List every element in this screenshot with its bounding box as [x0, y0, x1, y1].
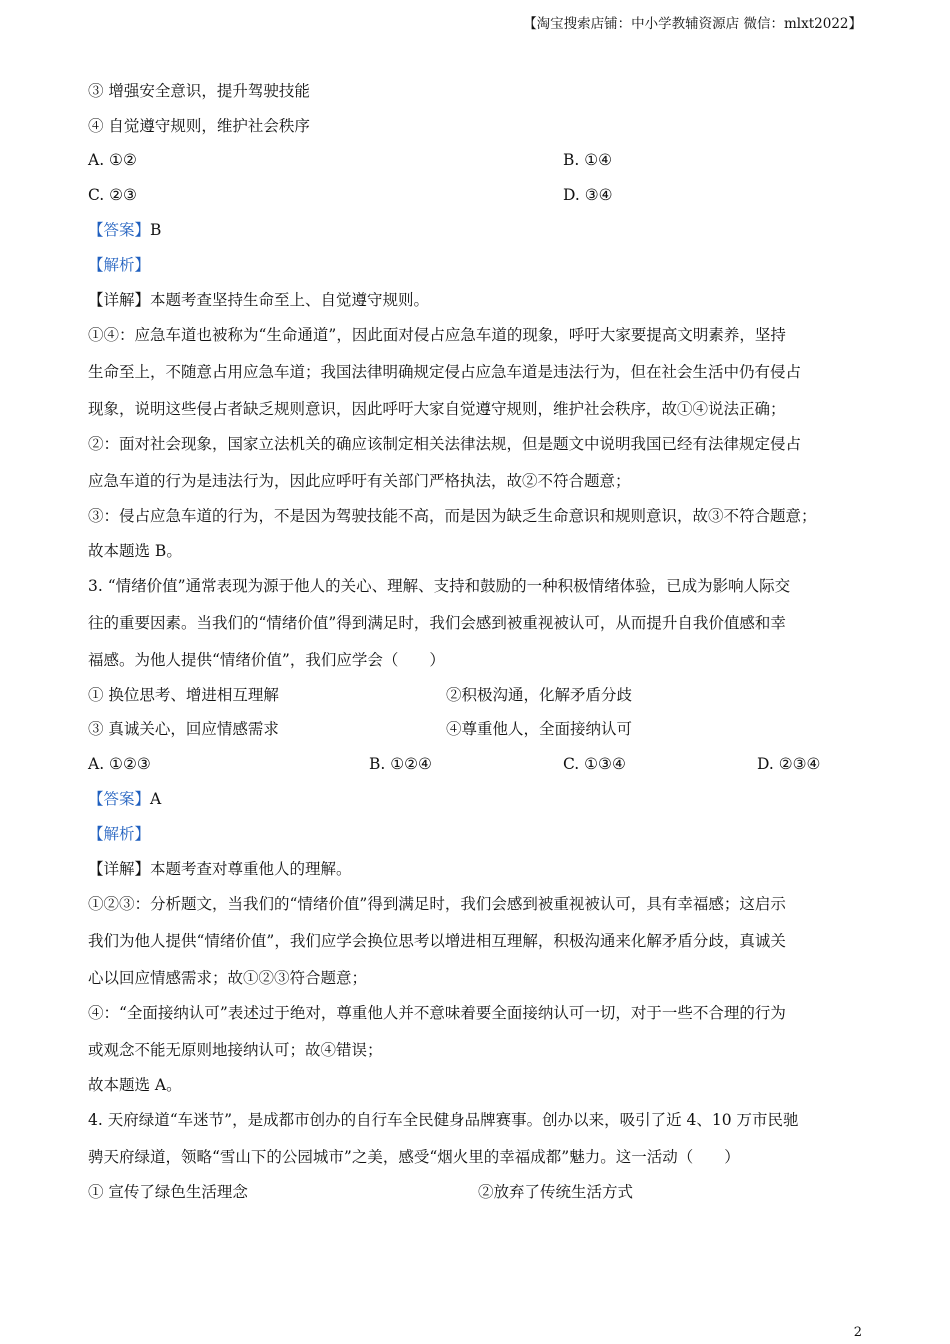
q3-conclusion: 故本题选 A。 — [88, 1076, 182, 1094]
answer-value: B — [150, 221, 162, 239]
q4-stem-line: 骋天府绿道，领略“雪山下的公园城市”之美，感受“烟火里的幸福成都”魅力。这一活动（ ） — [88, 1148, 740, 1166]
q2-choice-b: B. ①④ — [563, 151, 613, 169]
q2-conclusion: 故本题选 B。 — [88, 542, 182, 560]
q3-option-2: ②积极沟通，化解矛盾分歧 — [446, 686, 633, 704]
answer-label: 【答案】 — [88, 790, 151, 808]
q2-explanation-line: ③：侵占应急车道的行为，不是因为驾驶技能不高，而是因为缺乏生命意识和规则意识，故③不符合题意； — [88, 507, 817, 525]
q3-option-3: ③ 真诚关心，回应情感需求 — [88, 720, 279, 738]
answer-value: A — [150, 790, 162, 808]
q3-analysis-label: 【解析】 — [88, 825, 151, 843]
q3-options-row-1 — [88, 684, 788, 706]
q2-explanation-line: ①④：应急车道也被称为“生命通道”，因此面对侵占应急车道的现象，呼吁大家要提高文明素养，坚持 — [88, 326, 786, 344]
q2-explanation-line: 现象，说明这些侵占者缺乏规则意识，因此呼吁大家自觉遵守规则，维护社会秩序，故①④说法正确； — [88, 400, 786, 418]
q2-answer — [88, 219, 161, 241]
q4-option-1: ① 宣传了绿色生活理念 — [88, 1183, 248, 1201]
q2-detail: 【详解】本题考查坚持生命至上、自觉遵守规则。 — [88, 291, 430, 309]
q3-choice-d: D. ②③④ — [757, 755, 821, 773]
q3-option-1: ① 换位思考、增进相互理解 — [88, 686, 279, 704]
q2-analysis-label: 【解析】 — [88, 256, 151, 274]
q2-option-4: ④ 自觉遵守规则，维护社会秩序 — [88, 117, 310, 135]
q3-explanation-line: ①②③：分析题文，当我们的“情绪价值”得到满足时，我们会感到被重视被认可，具有幸福感；这启示 — [88, 895, 786, 913]
q3-explanation-line: 或观念不能无原则地接纳认可；故④错误； — [88, 1041, 383, 1059]
q2-choices-row-2 — [88, 184, 788, 206]
q2-explanation-line: 应急车道的行为是违法行为，因此应呼吁有关部门严格执法，故②不符合题意； — [88, 472, 631, 490]
q2-choices-row-1 — [88, 149, 788, 171]
q3-choice-a: A. ①②③ — [88, 755, 151, 773]
q3-choice-c: C. ①③④ — [563, 755, 626, 773]
q2-explanation-line: 生命至上，不随意占用应急车道；我国法律明确规定侵占应急车道是违法行为，但在社会生活中仍有侵占 — [88, 363, 802, 381]
q2-choice-a: A. ①② — [88, 151, 137, 169]
q3-detail: 【详解】本题考查对尊重他人的理解。 — [88, 860, 352, 878]
page-number: 2 — [853, 1325, 862, 1340]
q2-choice-c: C. ②③ — [88, 186, 137, 204]
q3-explanation-line: ④：“全面接纳认可”表述过于绝对，尊重他人并不意味着要全面接纳认可一切，对于一些不合理的行为 — [88, 1004, 786, 1022]
q2-explanation-line: ②：面对社会现象，国家立法机关的确应该制定相关法律法规，但是题文中说明我国已经有法律规定侵占 — [88, 435, 802, 453]
answer-label: 【答案】 — [88, 221, 151, 239]
q4-options-row-1 — [88, 1181, 788, 1203]
q3-choice-b: B. ①②④ — [369, 755, 432, 773]
q2-choice-d: D. ③④ — [563, 186, 613, 204]
q3-explanation-line: 心以回应情感需求；故①②③符合题意； — [88, 969, 368, 987]
q3-choices-row — [88, 753, 848, 775]
q3-explanation-line: 我们为他人提供“情绪价值”，我们应学会换位思考以增进相互理解，积极沟通来化解矛盾分歧，真诚关 — [88, 932, 786, 950]
q4-stem-line: 4. 天府绿道“车迷节”，是成都市创办的自行车全民健身品牌赛事。创办以来，吸引了近 4、10 万市民驰 — [88, 1111, 799, 1129]
q2-option-3: ③ 增强安全意识，提升驾驶技能 — [88, 82, 310, 100]
q3-option-4: ④尊重他人，全面接纳认可 — [446, 720, 633, 738]
q4-option-2: ②放弃了传统生活方式 — [478, 1183, 634, 1201]
q3-stem-line: 往的重要因素。当我们的“情绪价值”得到满足时，我们会感到被重视被认可，从而提升自我价值感和幸 — [88, 614, 786, 632]
q3-stem-line: 福感。为他人提供“情绪价值”，我们应学会（ ） — [88, 651, 445, 669]
q3-options-row-2 — [88, 718, 788, 740]
q3-answer — [88, 788, 161, 810]
q3-stem-line: 3. “情绪价值”通常表现为源于他人的关心、理解、支持和鼓励的一种积极情绪体验，已成为影响人际交 — [88, 577, 791, 595]
page-header: 【淘宝搜索店铺：中小学教辅资源店 微信：mlxt2022】 — [523, 16, 862, 32]
